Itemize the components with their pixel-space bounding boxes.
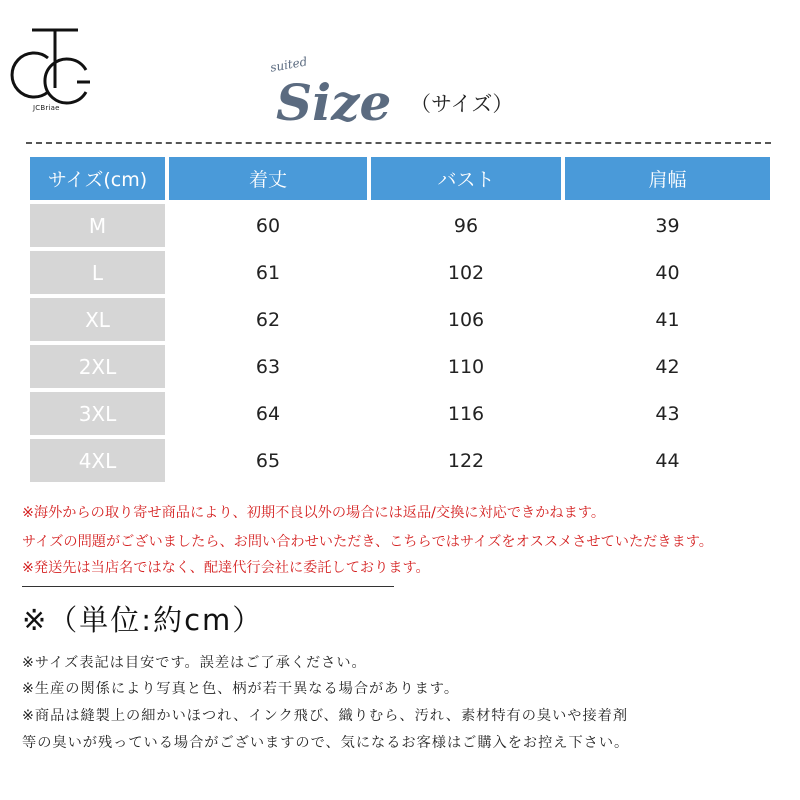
note-odor: 等の臭いが残っている場合がございますので、気になるお客様はご購入をお控え下さい。 xyxy=(22,735,630,751)
length-value: 65 xyxy=(255,449,281,472)
solid-divider xyxy=(22,586,394,587)
bust-value: 102 xyxy=(447,261,485,284)
dashed-divider xyxy=(26,142,771,144)
table-row xyxy=(30,204,770,247)
length-value: 60 xyxy=(255,214,281,237)
length-value: 63 xyxy=(255,355,281,378)
brand-caption: JCBriae xyxy=(33,104,60,112)
note-sewing-defects: ※商品は縫製上の細かいほつれ、インク飛び、織りむら、汚れ、素材特有の臭いや接着剤 xyxy=(22,708,629,724)
bust-value: 96 xyxy=(453,214,479,237)
header-size: サイズ(cm) xyxy=(30,157,165,200)
title-main: Size xyxy=(276,73,392,130)
bust-value: 110 xyxy=(447,355,485,378)
header-length: 着丈 xyxy=(169,157,367,200)
shoulder-value: 39 xyxy=(655,214,680,237)
length-value: 61 xyxy=(255,261,281,284)
header-bust: バスト xyxy=(371,157,561,200)
size-label: XL xyxy=(30,298,165,341)
size-title-graphic xyxy=(262,40,412,130)
bust-value: 122 xyxy=(447,449,485,472)
size-label: 2XL xyxy=(30,345,165,388)
title-subtitle: （サイズ） xyxy=(410,92,514,116)
unit-note: ※（単位:約cm） xyxy=(22,603,264,637)
table-row xyxy=(30,392,770,435)
shoulder-value: 43 xyxy=(655,402,680,425)
note-size-guide: ※サイズ表記は目安です。誤差はご了承ください。 xyxy=(22,655,367,671)
table-header-row xyxy=(30,157,770,200)
table-row xyxy=(30,345,770,388)
shoulder-value: 42 xyxy=(655,355,680,378)
size-label: L xyxy=(30,251,165,294)
size-label: M xyxy=(30,204,165,247)
shoulder-value: 44 xyxy=(655,449,680,472)
notice-size-inquiry: サイズの問題がございましたら、お問い合わせいただき、こちらではサイズをオススメさせていただきます。 xyxy=(22,534,713,550)
length-value: 64 xyxy=(255,402,281,425)
notice-returns: ※海外からの取り寄せ商品により、初期不良以外の場合には返品/交換に対応できかねます。 xyxy=(22,505,606,521)
table-row xyxy=(30,251,770,294)
bust-value: 116 xyxy=(447,402,485,425)
header-shoulder: 肩幅 xyxy=(565,157,770,200)
notice-shipping: ※発送先は当店名ではなく、配達代行会社に委託しております。 xyxy=(22,560,430,576)
title-script-small: suited xyxy=(269,54,309,75)
table-row xyxy=(30,298,770,341)
table-row xyxy=(30,439,770,482)
size-label: 4XL xyxy=(30,439,165,482)
size-table xyxy=(26,153,774,486)
note-color-difference: ※生産の関係により写真と色、柄が若干異なる場合があります。 xyxy=(22,681,460,697)
shoulder-value: 40 xyxy=(655,261,680,284)
length-value: 62 xyxy=(255,308,281,331)
size-label: 3XL xyxy=(30,392,165,435)
bust-value: 106 xyxy=(447,308,485,331)
shoulder-value: 41 xyxy=(655,308,680,331)
